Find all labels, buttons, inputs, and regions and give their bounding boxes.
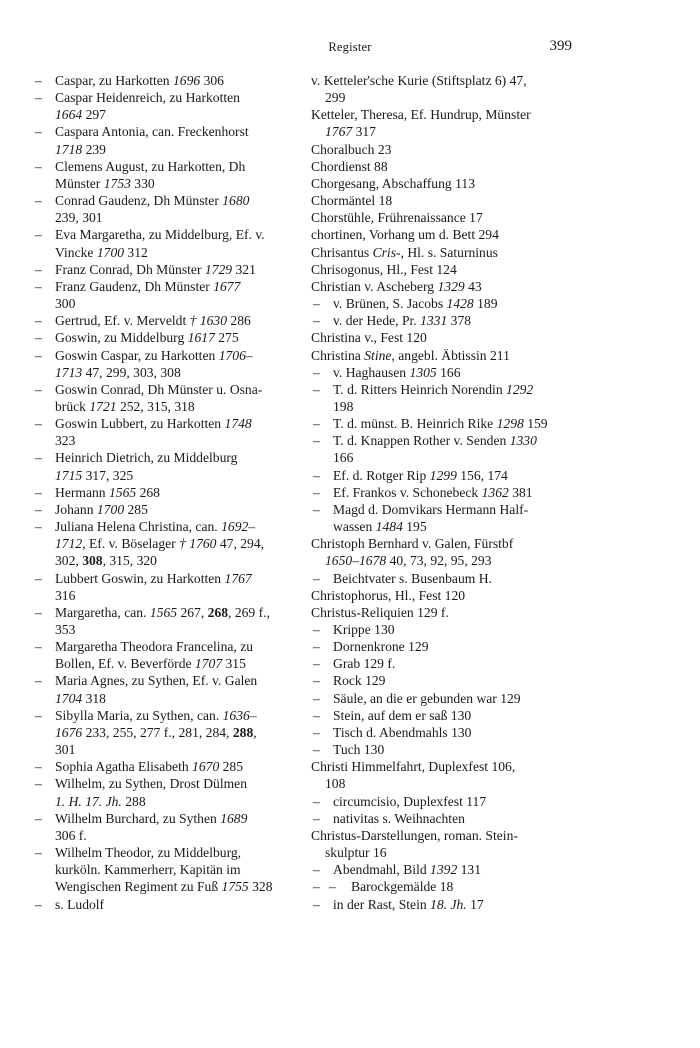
index-entry-line: – nativitas s. Weihnachten [333, 810, 465, 826]
index-entry-line: Ketteler, Theresa, Ef. Hundrup, Münster [311, 107, 531, 123]
index-entry-line: Christus-Reliquien 129 f. [311, 604, 449, 620]
index-entry-line: 299 [325, 90, 346, 106]
index-entry-line: – Dornenkrone 129 [333, 639, 429, 655]
index-entry-line: – in der Rast, Stein 18. Jh. 17 [333, 896, 484, 912]
index-entry-line: – Sibylla Maria, zu Sythen, can. 1636– [55, 707, 257, 723]
index-entry-line: – Johann 1700 285 [55, 501, 148, 517]
index-entry-line: – Tisch d. Abendmahls 130 [333, 724, 472, 740]
index-entry-line: Chordienst 88 [311, 158, 388, 174]
index-entry-line: Christina v., Fest 120 [311, 330, 427, 346]
index-entry [311, 295, 573, 312]
index-entry-line: Christian v. Ascheberg 1329 43 [311, 278, 482, 294]
index-entry [311, 209, 573, 226]
index-entry-line: 1676 233, 255, 277 f., 281, 284, 288, [55, 724, 257, 740]
index-entry [311, 861, 573, 878]
index-entry-line: – Caspara Antonia, can. Freckenhorst [55, 124, 249, 140]
index-entry [311, 707, 573, 724]
index-entry [311, 72, 573, 106]
index-entry-line: v. Ketteler'sche Kurie (Stiftsplatz 6) 47, [311, 73, 527, 88]
index-entry-line: – Margaretha Theodora Francelina, zu [55, 639, 254, 655]
index-entry-line: Bollen, Ef. v. Beverförde 1707 315 [55, 656, 246, 672]
index-entry [33, 226, 295, 260]
index-entry [33, 415, 295, 449]
index-entry-line: 1718 239 [55, 141, 106, 157]
index-entry-line: – T. d. Ritters Heinrich Norendin 1292 [333, 381, 534, 397]
index-entry-line: – Abendmahl, Bild 1392 131 [333, 862, 482, 878]
index-entry-line: – Heinrich Dietrich, zu Middelburg [55, 450, 238, 466]
index-entry-line: 239, 301 [55, 210, 103, 226]
index-entry [311, 415, 573, 432]
index-entry [311, 621, 573, 638]
index-entry [33, 347, 295, 381]
index-entry [311, 604, 573, 621]
running-title: Register [328, 40, 372, 54]
index-entry-line: 316 [55, 587, 76, 603]
index-entry-line: 1713 47, 299, 303, 308 [55, 364, 181, 380]
index-entry-line: – Goswin Conrad, Dh Münster u. Osna- [55, 381, 263, 397]
index-entry-line: 1704 318 [55, 690, 106, 706]
index-entry-line: chortinen, Vorhang um d. Bett 294 [311, 227, 499, 243]
index-entry-line: wassen 1484 195 [333, 519, 427, 535]
index-entry-line: 300 [55, 296, 76, 312]
index-entry-line: – Goswin Caspar, zu Harkotten 1706– [55, 347, 253, 363]
index-entry-line: 306 f. [55, 827, 87, 843]
index-entry-line: – Grab 129 f. [333, 656, 396, 672]
index-entry [311, 741, 573, 758]
index-column-left [33, 72, 295, 913]
index-entry-line: 353 [55, 622, 76, 637]
index-entry-line: – Maria Agnes, zu Sythen, Ef. v. Galen [55, 673, 258, 689]
index-entry-line: – Krippe 130 [333, 622, 395, 637]
index-entry-line: Chrisantus Cris-, Hl. s. Saturninus [311, 244, 498, 260]
index-entry-line: Chormäntel 18 [311, 193, 393, 209]
index-entry-line: – Goswin, zu Middelburg 1617 275 [55, 330, 239, 346]
index-entry-line: Christus-Darstellungen, roman. Stein- [311, 827, 518, 843]
index-entry [33, 449, 295, 483]
index-entry [311, 329, 573, 346]
index-entry [311, 758, 573, 792]
index-entry [311, 655, 573, 672]
index-entry-line: – v. der Hede, Pr. 1331 378 [333, 313, 472, 329]
index-entry-line: 301 [55, 742, 76, 758]
index-entry [33, 844, 295, 895]
index-entry [33, 896, 295, 913]
index-entry [311, 672, 573, 689]
index-entry [311, 312, 573, 329]
index-entry-line: brück 1721 252, 315, 318 [55, 398, 195, 414]
index-entry-line: – Rock 129 [333, 673, 386, 689]
index-entry [33, 672, 295, 706]
index-entry-line: – Caspar, zu Harkotten 1696 306 [55, 73, 224, 88]
page-header [0, 38, 700, 58]
index-entry [33, 484, 295, 501]
index-entry-line: Christina Stine, angebl. Äbtissin 211 [311, 347, 510, 363]
index-entry [33, 810, 295, 844]
index-entry [33, 89, 295, 123]
index-entry [311, 638, 573, 655]
index-entry [33, 758, 295, 775]
index-entry-line: – Tuch 130 [333, 742, 385, 758]
index-entry [33, 312, 295, 329]
index-entry-line: – circumcisio, Duplexfest 117 [333, 793, 487, 809]
index-entry-line: 1715 317, 325 [55, 467, 134, 483]
index-entry [33, 570, 295, 604]
index-entry-line: – Juliana Helena Christina, can. 1692– [55, 519, 256, 535]
index-entry [311, 141, 573, 158]
index-entry-line: – Ef. d. Rotger Rip 1299 156, 174 [333, 467, 508, 483]
index-entry-line: – Franz Gaudenz, Dh Münster 1677 [55, 278, 241, 294]
index-entry [311, 690, 573, 707]
index-entry-line: 166 [333, 450, 354, 466]
index-entry-line: – Sophia Agatha Elisabeth 1670 285 [55, 759, 244, 775]
index-entry-line: 1767 317 [325, 124, 376, 140]
index-entry-line: 1. H. 17. Jh. 288 [55, 793, 146, 809]
index-entry-line: kurköln. Kammerherr, Kapitän im [55, 862, 241, 878]
index-entry [311, 570, 573, 587]
index-entry-line: Münster 1753 330 [55, 175, 155, 191]
index-entry [311, 106, 573, 140]
index-entry [33, 329, 295, 346]
index-entry-line: – Caspar Heidenreich, zu Harkotten [55, 90, 240, 106]
index-entry-line: 302, 308, 315, 320 [55, 553, 157, 569]
index-entry [311, 278, 573, 295]
index-entry [311, 587, 573, 604]
index-entry [33, 501, 295, 518]
index-entry-line: Barockgemälde 18 [351, 879, 454, 895]
index-entry-line: Christophorus, Hl., Fest 120 [311, 587, 466, 603]
index-entry [311, 347, 573, 364]
index-entry [311, 501, 573, 535]
index-entry [311, 381, 573, 415]
index-entry [311, 827, 573, 861]
index-entry [33, 775, 295, 809]
index-entry [311, 810, 573, 827]
index-entry [33, 72, 295, 89]
index-entry [311, 261, 573, 278]
index-entry-line: – v. Brünen, S. Jacobs 1428 189 [333, 296, 498, 312]
index-entry-line: Chrisogonus, Hl., Fest 124 [311, 261, 457, 277]
index-entry-line: – v. Haghausen 1305 166 [333, 364, 461, 380]
index-entry-line: – Franz Conrad, Dh Münster 1729 321 [55, 261, 256, 277]
index-entry [311, 896, 573, 913]
index-entry-line: – Wilhelm, zu Sythen, Drost Dülmen [55, 776, 248, 792]
index-entry-line: – Conrad Gaudenz, Dh Münster 1680 [55, 193, 250, 209]
index-entry [33, 192, 295, 226]
index-entry-line: – Wilhelm Theodor, zu Middelburg, [55, 845, 242, 861]
index-entry [33, 261, 295, 278]
index-column-right [311, 72, 573, 913]
index-entry [33, 278, 295, 312]
index-entry [311, 467, 573, 484]
index-entry [311, 364, 573, 381]
index-entry [311, 226, 573, 243]
index-entry-line: Christoph Bernhard v. Galen, Fürstbf [311, 536, 514, 552]
index-entry-line: – Beichtvater s. Busenbaum H. [333, 570, 492, 586]
index-entry-line: – Säule, an die er gebunden war 129 [333, 690, 521, 706]
index-entry-line: 1650–1678 40, 73, 92, 95, 293 [325, 553, 492, 569]
index-entry-line: – Hermann 1565 268 [55, 484, 160, 500]
page-number: 399 [549, 38, 572, 54]
index-entry [311, 158, 573, 175]
index-entry-line: – Stein, auf dem er saß 130 [333, 707, 472, 723]
index-entry-line: Choralbuch 23 [311, 141, 392, 157]
index-entry [311, 175, 573, 192]
index-entry [33, 123, 295, 157]
index-entry-line: 323 [55, 433, 76, 449]
index-entry-line: 198 [333, 398, 354, 414]
index-entry [33, 638, 295, 672]
index-entry [33, 158, 295, 192]
index-entry-line: 1712, Ef. v. Böselager † 1760 47, 294, [55, 536, 265, 552]
index-entry-line: Vincke 1700 312 [55, 244, 148, 260]
index-entry-line: – Goswin Lubbert, zu Harkotten 1748 [55, 416, 252, 432]
index-entry-line: – T. d. münst. B. Heinrich Rike 1298 159 [333, 416, 548, 432]
index-entry-line: 108 [325, 776, 346, 792]
index-entry [311, 192, 573, 209]
index-entry-line: – Wilhelm Burchard, zu Sythen 1689 [55, 810, 248, 826]
index-entry-line: Chorgesang, Abschaffung 113 [311, 175, 475, 191]
index-entry [33, 707, 295, 758]
index-entry [33, 604, 295, 638]
index-entry-line: – Ef. Frankos v. Schonebeck 1362 381 [333, 484, 533, 500]
index-entry [33, 381, 295, 415]
sub-dash: – – [329, 879, 336, 895]
index-entry [311, 535, 573, 569]
index-entry-line: – Lubbert Goswin, zu Harkotten 1767 [55, 570, 252, 586]
index-entry-line: – Gertrud, Ef. v. Merveldt † 1630 286 [55, 313, 251, 329]
index-entry-line: skulptur 16 [325, 845, 387, 861]
index-entry [311, 484, 573, 501]
index-entry-line: 1664 297 [55, 107, 106, 123]
index-entry [311, 878, 573, 895]
index-entry [311, 793, 573, 810]
index-entry-line: – s. Ludolf [55, 896, 105, 912]
index-entry-line: – T. d. Knappen Rother v. Senden 1330 [333, 433, 537, 449]
index-entry-line: – Clemens August, zu Harkotten, Dh [55, 158, 246, 174]
index-entry-line: – Magd d. Domvikars Hermann Half- [333, 501, 529, 517]
index-entry [311, 432, 573, 466]
index-entry-line: Chorstühle, Frührenaissance 17 [311, 210, 483, 226]
index-entry [311, 244, 573, 261]
index-entry-line: Christi Himmelfahrt, Duplexfest 106, [311, 759, 516, 775]
index-entry-line: Wengischen Regiment zu Fuß 1755 328 [55, 879, 273, 895]
index-entry-line: – Margaretha, can. 1565 267, 268, 269 f., [55, 604, 270, 620]
index-entry-line: – Eva Margaretha, zu Middelburg, Ef. v. [55, 227, 265, 243]
index-entry [311, 724, 573, 741]
index-entry [33, 518, 295, 569]
